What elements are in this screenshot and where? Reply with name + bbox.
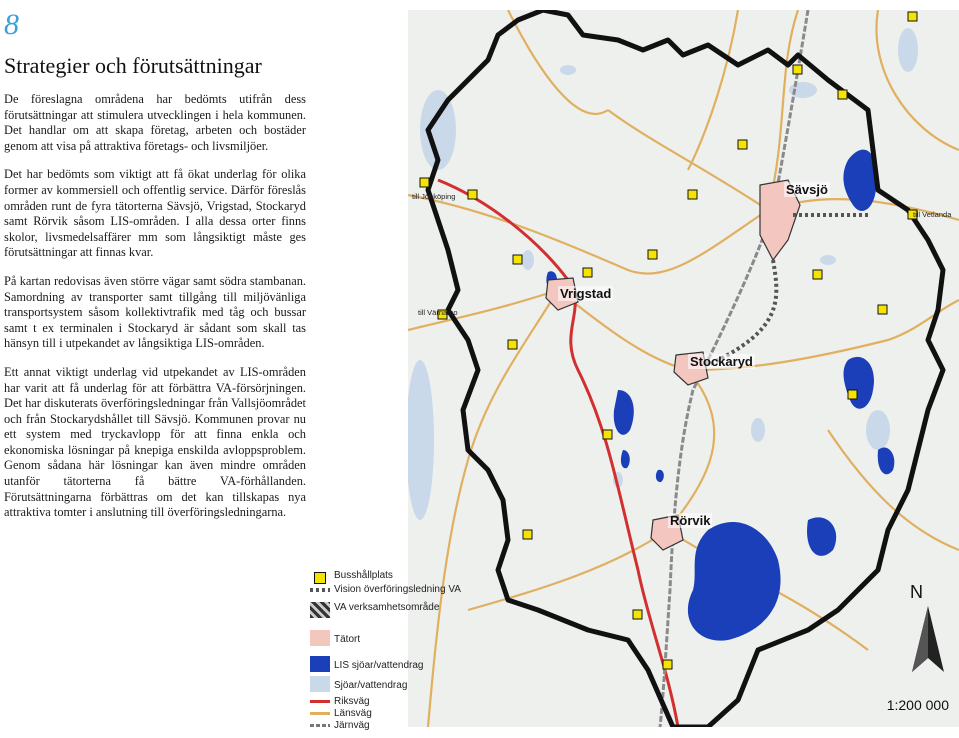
legend-item: Sjöar/vattendrag [306, 674, 486, 694]
legend-item: Järnväg [306, 718, 486, 738]
lis-water-icon [310, 656, 330, 672]
paragraph: På kartan redovisas även större vägar samt södra stambanan. Samordning av transporter samt tillgång till miljövänliga transportsystem såsom kollektivtrafik med tåg och bussar samt t ex terminalen i Stockaryd är sådant som skall tas hänsyn till i utpekandet av långsiktiga LIS-områden. [4, 273, 306, 351]
urban-area-icon [310, 630, 330, 646]
national-road-icon [310, 700, 330, 703]
legend-item: Riksväg [306, 694, 486, 714]
paragraph: Det har bedömts som viktigt att få ökat underlag för olika former av kommersiell och offentlig service. Därför föreslås områden runt de fyra tätorterna Sävsjö, Vrigstad, Stockaryd samt Rörvik såsom LIS-områden. I alla dessa orter finns skolor, livsmedelsaffärer mm som långsiktigt måste ges förutsättningar att finnas kvar. [4, 167, 306, 260]
town-label-vrigstad: Vrigstad [560, 286, 612, 301]
municipality-map [408, 10, 959, 727]
page-title: Strategier och förutsättningar [4, 53, 262, 78]
page-number: 8 [4, 8, 19, 41]
paragraph: De föreslagna områdena har bedömts utifrån dess förutsättningar att stimulera utvecklingen i hela kommunen. Det handlar om att skapa företag, arbeten och bostäder genom att visa på attraktiva företags- och livsmiljöer. [4, 92, 306, 153]
direction-label: till Jönköping [412, 192, 456, 201]
town-label-rorvik: Rörvik [670, 513, 711, 528]
map-scale: 1:200 000 [886, 697, 949, 713]
town-label-stockaryd: Stockaryd [690, 354, 753, 369]
lakes [408, 28, 918, 520]
legend-item: Tätort [306, 628, 486, 648]
bus-stop-icon [314, 572, 326, 584]
water-icon [310, 676, 330, 692]
direction-label: till Värnamo [418, 308, 458, 317]
north-label: N [910, 582, 923, 602]
town-label-savsjo: Sävsjö [786, 182, 828, 197]
legend-item: Länsväg [306, 706, 486, 726]
legend-item: LIS sjöar/vattendrag [306, 654, 486, 674]
map-graphic [408, 10, 959, 727]
va-area-icon [310, 602, 330, 618]
bus-stops [420, 12, 917, 669]
legend-item: Vision överföringsledning VA [306, 584, 486, 604]
va-pipeline-icon [310, 588, 330, 592]
legend-item: VA verksamhetsområde [306, 600, 486, 620]
legend-item: Busshållplats [306, 570, 486, 590]
paragraph: Ett annat viktigt underlag vid utpekandet av LIS-områden har varit att få underlag för att förbättra VA-försörjningen. Det har diskuterats överföringsledningar från Vallsjöområdet och från Stockarydshållet till Sävsjö. Kommunen provar nu ett system med tryckavlopp för att finna enkla och ekonomiska lösningar på knepiga enskilda avloppsproblem. Genom sådana här lösningar kan även mindre områden utanför tätorterna få bättre VA-förhållanden. Förutsättningarna förbättras om det kan tillskapas nya attraktiva tomter i anslutning till överföringsledningarna. [4, 364, 306, 520]
county-road-icon [310, 712, 330, 715]
direction-label: till Vetlanda [913, 210, 952, 219]
body-text [4, 92, 306, 534]
